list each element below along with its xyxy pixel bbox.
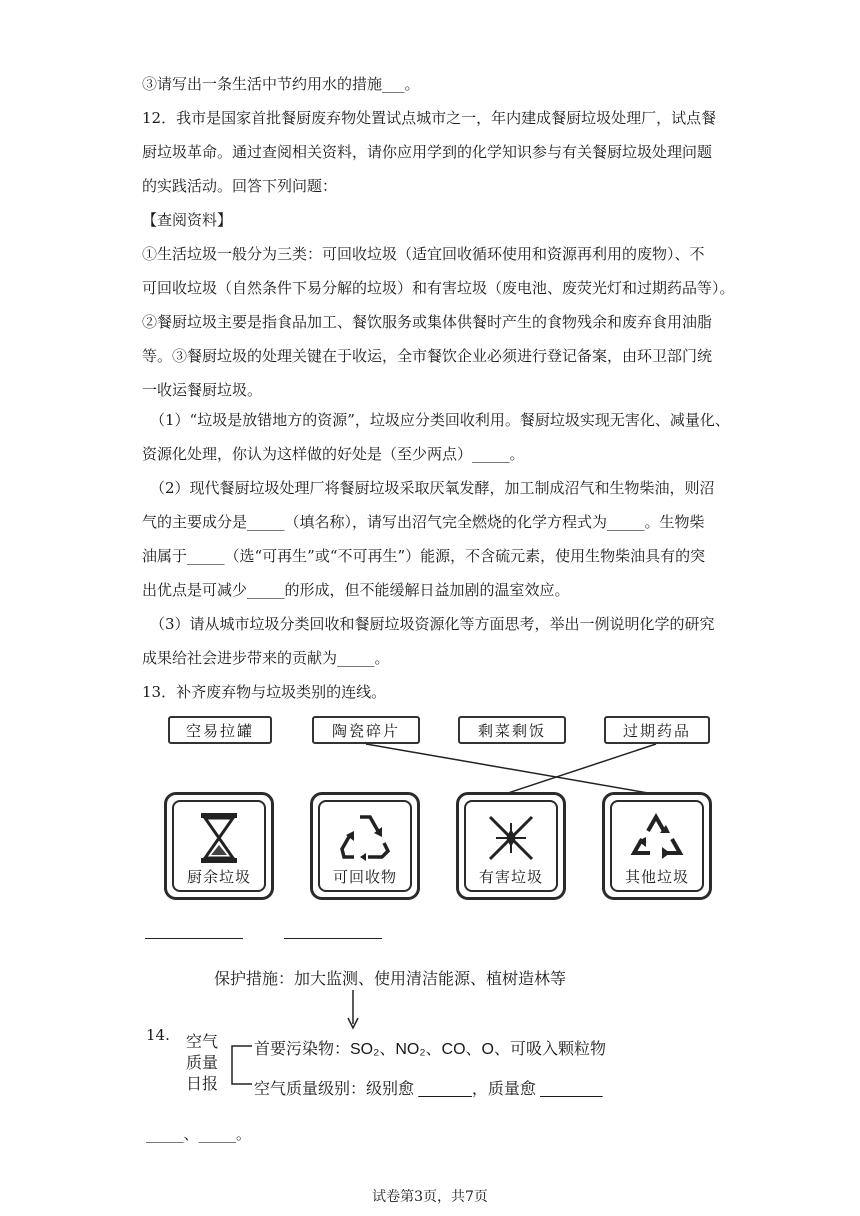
text-line: 一收运餐厨垃圾。 bbox=[142, 381, 263, 399]
section-heading: 【查阅资料】 bbox=[142, 211, 233, 229]
text-line: 的实践活动。回答下列问题： bbox=[142, 177, 338, 195]
text-line: 成果给社会进步带来的贡献为_____。 bbox=[142, 649, 390, 667]
bin-recyclable bbox=[310, 792, 420, 900]
hourglass-icon bbox=[194, 811, 244, 865]
text-line: 气的主要成分是_____（填名称），请写出沼气完全燃烧的化学方程式为_____。生物柴 bbox=[142, 513, 705, 531]
recycle-icon bbox=[338, 811, 392, 863]
text-line: 油属于_____（选“可再生”或“不可再生”）能源，不含硫元素，使用生物柴油具有的突 bbox=[142, 547, 706, 565]
text-line: 厨垃圾革命。通过查阅相关资料，请你应用学到的化学知识参与有关餐厨垃圾处理问题 bbox=[142, 143, 713, 161]
item-tag: 过期药品 bbox=[604, 716, 710, 744]
question-number: 14. bbox=[146, 1026, 170, 1044]
bin-hazardous bbox=[456, 792, 566, 900]
line-ceramic-to-other bbox=[366, 744, 654, 794]
root-label bbox=[186, 1032, 218, 1095]
text-line: 资源化处理，你认为这样做的好处是（至少两点）_____。 bbox=[142, 445, 525, 463]
text-line: 可回收垃圾（自然条件下易分解的垃圾）和有害垃圾（废电池、废荧光灯和过期药品等）。 bbox=[142, 279, 735, 297]
question-13-stem: 13．补齐废弃物与垃圾类别的连线。 bbox=[142, 683, 387, 701]
primary-pollutants: 首要污染物：SO₂、NO₂、CO、O、可吸入颗粒物 bbox=[254, 1041, 606, 1058]
text-line: ③请写出一条生活中节约用水的措施___。 bbox=[142, 75, 420, 93]
question-14-figure bbox=[0, 960, 860, 1100]
bracket bbox=[224, 1044, 254, 1088]
text-line: 出优点是可减少_____的形成，但不能缓解日益加剧的温室效应。 bbox=[142, 581, 570, 599]
sub-question-1: （1）“垃圾是放错地方的资源”，垃圾应分类回收利用。餐厨垃圾实现无害化、减量化、 bbox=[150, 411, 730, 429]
down-arrow-icon bbox=[346, 990, 360, 1030]
bin-label: 可回收物 bbox=[332, 868, 397, 886]
bin-label: 其他垃圾 bbox=[624, 868, 689, 886]
item-tag: 陶瓷碎片 bbox=[312, 716, 420, 744]
answer-blanks: _____、_____。 bbox=[146, 1125, 252, 1143]
sub-question-2: （2）现代餐厨垃圾处理厂将餐厨垃圾采取厌氧发酵，加工制成沼气和生物柴油，则沼 bbox=[150, 479, 715, 497]
line-medicine-to-hazardous bbox=[505, 744, 656, 794]
bin-label: 有害垃圾 bbox=[478, 868, 543, 886]
root-line: 日报 bbox=[186, 1076, 219, 1093]
connecting-lines bbox=[160, 708, 720, 798]
answer-blank-1[interactable] bbox=[145, 938, 243, 939]
protection-measures: 保护措施：加大监测、使用清洁能源、植树造林等 bbox=[214, 971, 567, 988]
page-footer: 试卷第3页，共7页 bbox=[372, 1189, 488, 1205]
cross-arrows-icon bbox=[484, 811, 538, 865]
question-13-figure bbox=[160, 708, 720, 908]
bin-kitchen-waste bbox=[164, 792, 274, 900]
question-12-stem: 12．我市是国家首批餐厨废弃物处置试点城市之一，年内建成餐厨垃圾处理厂，试点餐 bbox=[142, 109, 717, 127]
item-tag: 剩菜剩饭 bbox=[458, 716, 566, 744]
bin-label: 厨余垃圾 bbox=[186, 868, 251, 886]
text-line: ①生活垃圾一般分为三类：可回收垃圾（适宜回收循环使用和资源再利用的废物）、不 bbox=[142, 245, 705, 263]
text-line: 等。③餐厨垃圾的处理关键在于收运，全市餐饮企业必须进行登记备案，由环卫部门统 bbox=[142, 347, 713, 365]
text-line: ②餐厨垃圾主要是指食品加工、餐饮服务或集体供餐时产生的食物残余和废弃食用油脂 bbox=[142, 313, 713, 331]
sub-question-3: （3）请从城市垃圾分类回收和餐厨垃圾资源化等方面思考，举出一例说明化学的研究 bbox=[150, 615, 715, 633]
air-quality-level: 空气质量级别：级别愈 ______，质量愈 _______ bbox=[254, 1081, 603, 1098]
root-line: 质量 bbox=[186, 1055, 219, 1072]
item-tag: 空易拉罐 bbox=[168, 716, 272, 744]
recycle-arrows-icon bbox=[630, 811, 684, 863]
bin-other bbox=[602, 792, 712, 900]
answer-blank-2[interactable] bbox=[284, 938, 382, 939]
root-line: 空气 bbox=[186, 1034, 219, 1051]
